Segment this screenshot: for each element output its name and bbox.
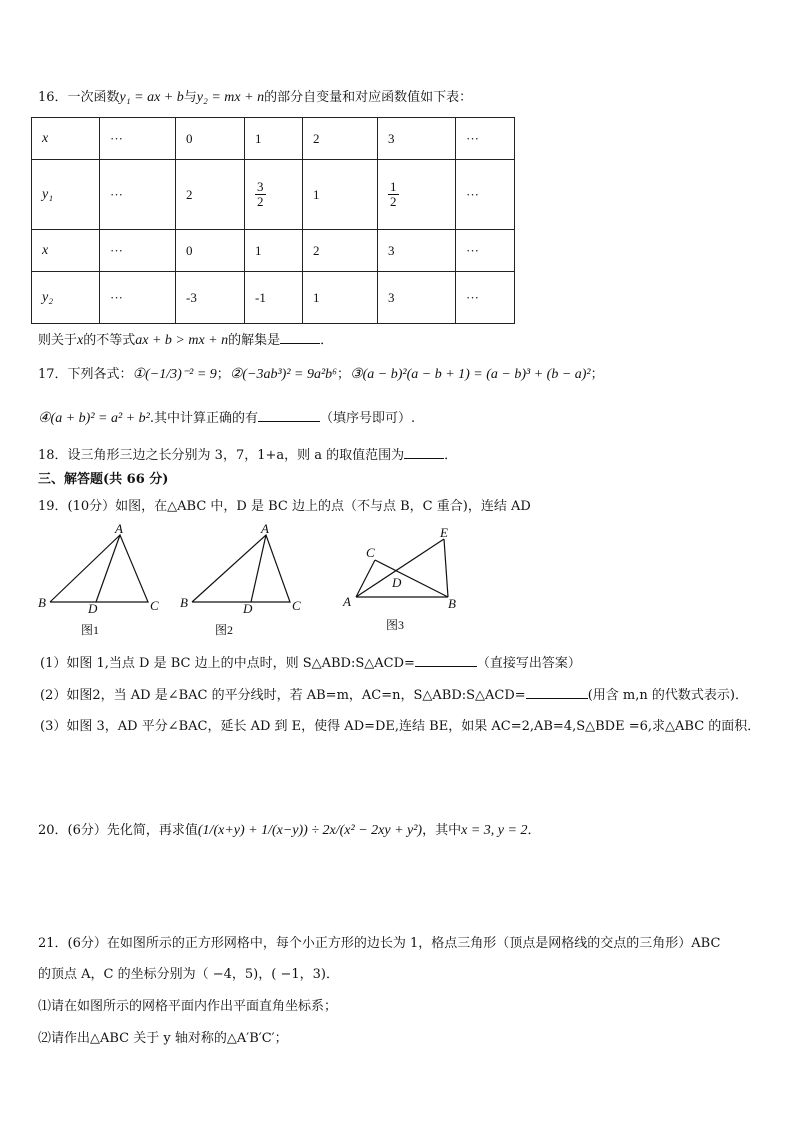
table-cell: $\frac{1}{2}$ bbox=[378, 160, 456, 230]
q20-expression: (1/(x+y) + 1/(x−y)) ÷ 2x/(x² − 2xy + y²) bbox=[197, 823, 423, 838]
label-C: C bbox=[150, 598, 159, 613]
q19-figures bbox=[0, 522, 794, 642]
q19-stem: 19．(10分）如图，在△ABC 中，D 是 BC 边上的点（不与点 B，C 重合)，连结 AD bbox=[38, 499, 531, 514]
label-B: B bbox=[448, 596, 456, 611]
table-cell: ··· bbox=[456, 272, 515, 324]
figure-1 bbox=[50, 535, 148, 602]
table-cell: 3 bbox=[378, 272, 456, 324]
q18: 18．设三角形三边之长分别为 3，7，1+a，则 a 的取值范围为 ． bbox=[38, 448, 458, 463]
q21-line2: 的顶点 A，C 的坐标分别为（ −4，5)，( −1，3)． bbox=[38, 967, 339, 982]
section-heading: 三、解答题(共 66 分) bbox=[38, 472, 169, 487]
row-label: x bbox=[32, 230, 100, 272]
table-cell: ··· bbox=[456, 160, 515, 230]
q16-value-table bbox=[31, 117, 515, 324]
q20: 20．(6分）先化简，再求值(1/(x+y) + 1/(x−y)) ÷ 2x/(x² − 2xy + y²)，其中x = 3, y = 2． bbox=[38, 823, 541, 838]
table-cell: ··· bbox=[456, 230, 515, 272]
table-cell: ··· bbox=[100, 230, 176, 272]
figure-caption: 图1 bbox=[81, 623, 100, 637]
figure-caption: 图3 bbox=[386, 618, 405, 632]
table-cell: ··· bbox=[100, 160, 176, 230]
label-D: D bbox=[243, 601, 253, 616]
answer-blank bbox=[415, 654, 477, 667]
answer-blank bbox=[280, 331, 320, 344]
label-A: A bbox=[261, 522, 269, 536]
table-cell: 0 bbox=[176, 230, 245, 272]
label-C: C bbox=[366, 545, 375, 560]
table-row bbox=[32, 272, 515, 324]
table-row bbox=[32, 160, 515, 230]
label-D: D bbox=[392, 575, 402, 590]
answer-blank bbox=[258, 409, 320, 422]
q17-line1: 17．下列各式：①(−1/3)⁻² = 9；②(−3ab³)² = 9a²b⁶；③(a − b)²(a − b + 1) = (a − b)³ + (b − a)²； bbox=[38, 367, 604, 382]
table-cell: 1 bbox=[303, 160, 378, 230]
q19-part3: (3）如图 3，AD 平分∠BAC，延长 AD 到 E，使得 AD=DE,连结 BE，如果 AC=2,AB=4,S△BDE =6,求△ABC 的面积． bbox=[40, 719, 761, 734]
label-E: E bbox=[440, 525, 448, 540]
table-cell: 3 bbox=[378, 118, 456, 160]
q21-line3: ⑴请在如图所示的网格平面内作出平面直角坐标系； bbox=[38, 999, 338, 1014]
q19-part1: (1）如图 1,当点 D 是 BC 边上的中点时，则 S△ABD:S△ACD= （直接写出答案） bbox=[40, 656, 581, 671]
label-A: A bbox=[115, 522, 123, 536]
row-label: x bbox=[32, 118, 100, 160]
table-cell: $\frac{3}{2}$ bbox=[245, 160, 303, 230]
table-cell: ··· bbox=[100, 118, 176, 160]
table-cell: -3 bbox=[176, 272, 245, 324]
label-D: D bbox=[88, 601, 98, 616]
table-cell: -1 bbox=[245, 272, 303, 324]
table-cell: 2 bbox=[303, 230, 378, 272]
figure-2 bbox=[192, 535, 290, 602]
q21-line4: ⑵请作出△ABC 关于 y 轴对称的△A′B′C′； bbox=[38, 1031, 288, 1046]
answer-blank bbox=[404, 446, 444, 459]
label-B: B bbox=[38, 595, 46, 610]
table-cell: ··· bbox=[100, 272, 176, 324]
label-C: C bbox=[292, 598, 301, 613]
table-cell: 2 bbox=[176, 160, 245, 230]
row-label: y₂ bbox=[32, 272, 100, 324]
q21-line1: 21．(6分）在如图所示的正方形网格中，每个小正方形的边长为 1，格点三角形（顶点是网格线的交点的三角形）ABC bbox=[38, 936, 721, 951]
figure-caption: 图2 bbox=[215, 623, 234, 637]
label-A: A bbox=[343, 594, 351, 609]
table-row bbox=[32, 118, 515, 160]
table-cell: 2 bbox=[303, 118, 378, 160]
table-cell: 1 bbox=[303, 272, 378, 324]
q17-line2: ④(a + b)² = a² + b².其中计算正确的有 （填序号即可）. bbox=[38, 411, 416, 426]
table-cell: ··· bbox=[456, 118, 515, 160]
q16-intro: 16．一次函数y₁ = ax + b与y₂ = mx + n的部分自变量和对应函数值如下表： bbox=[38, 90, 473, 105]
answer-blank bbox=[526, 686, 588, 699]
table-cell: 1 bbox=[245, 230, 303, 272]
table-cell: 1 bbox=[245, 118, 303, 160]
row-label: y₁ bbox=[32, 160, 100, 230]
label-B: B bbox=[180, 595, 188, 610]
q16-question: 则关于x的不等式ax + b > mx + n的解集是 ． bbox=[38, 333, 334, 348]
table-row bbox=[32, 230, 515, 272]
q19-part2: (2）如图2，当 AD 是∠BAC 的平分线时，若 AB=m，AC=n，S△ABD:S△ACD= (用含 m,n 的代数式表示)． bbox=[40, 688, 748, 703]
table-cell: 3 bbox=[378, 230, 456, 272]
table-cell: 0 bbox=[176, 118, 245, 160]
